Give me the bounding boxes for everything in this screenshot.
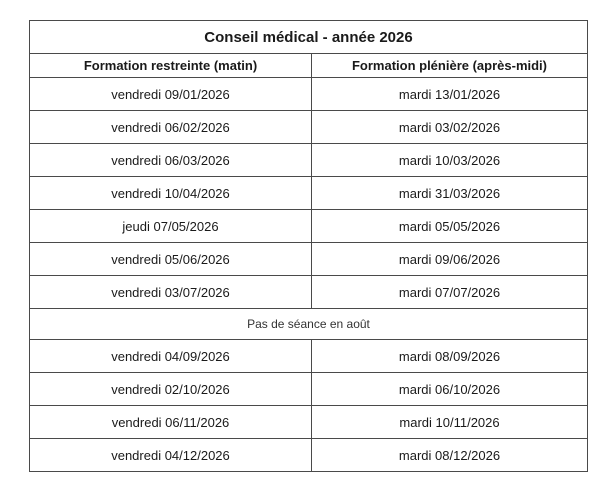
restreinte-date: vendredi 02/10/2026 [30,373,312,406]
restreinte-date: vendredi 10/04/2026 [30,177,312,210]
restreinte-date: vendredi 04/12/2026 [30,439,312,472]
column-header-restreinte: Formation restreinte (matin) [30,54,312,78]
table-title: Conseil médical - année 2026 [30,21,588,54]
title-row [30,21,588,54]
note-row [30,309,588,340]
restreinte-date: vendredi 06/03/2026 [30,144,312,177]
restreinte-date: vendredi 04/09/2026 [30,340,312,373]
table-row [30,78,588,111]
table-row [30,373,588,406]
pleniere-date: mardi 10/11/2026 [312,406,588,439]
table-row [30,340,588,373]
pleniere-date: mardi 13/01/2026 [312,78,588,111]
table-row [30,243,588,276]
no-session-note: Pas de séance en août [30,309,588,340]
schedule-table [29,20,588,472]
pleniere-date: mardi 05/05/2026 [312,210,588,243]
pleniere-date: mardi 10/03/2026 [312,144,588,177]
restreinte-date: vendredi 09/01/2026 [30,78,312,111]
restreinte-date: jeudi 07/05/2026 [30,210,312,243]
restreinte-date: vendredi 06/02/2026 [30,111,312,144]
table-row [30,144,588,177]
table-row [30,276,588,309]
pleniere-date: mardi 03/02/2026 [312,111,588,144]
pleniere-date: mardi 08/12/2026 [312,439,588,472]
table-row [30,406,588,439]
restreinte-date: vendredi 06/11/2026 [30,406,312,439]
table-row [30,439,588,472]
pleniere-date: mardi 09/06/2026 [312,243,588,276]
table-row [30,177,588,210]
column-header-pleniere: Formation plénière (après-midi) [312,54,588,78]
header-row [30,54,588,78]
pleniere-date: mardi 31/03/2026 [312,177,588,210]
restreinte-date: vendredi 05/06/2026 [30,243,312,276]
restreinte-date: vendredi 03/07/2026 [30,276,312,309]
table-row [30,111,588,144]
pleniere-date: mardi 08/09/2026 [312,340,588,373]
table-row [30,210,588,243]
pleniere-date: mardi 07/07/2026 [312,276,588,309]
pleniere-date: mardi 06/10/2026 [312,373,588,406]
